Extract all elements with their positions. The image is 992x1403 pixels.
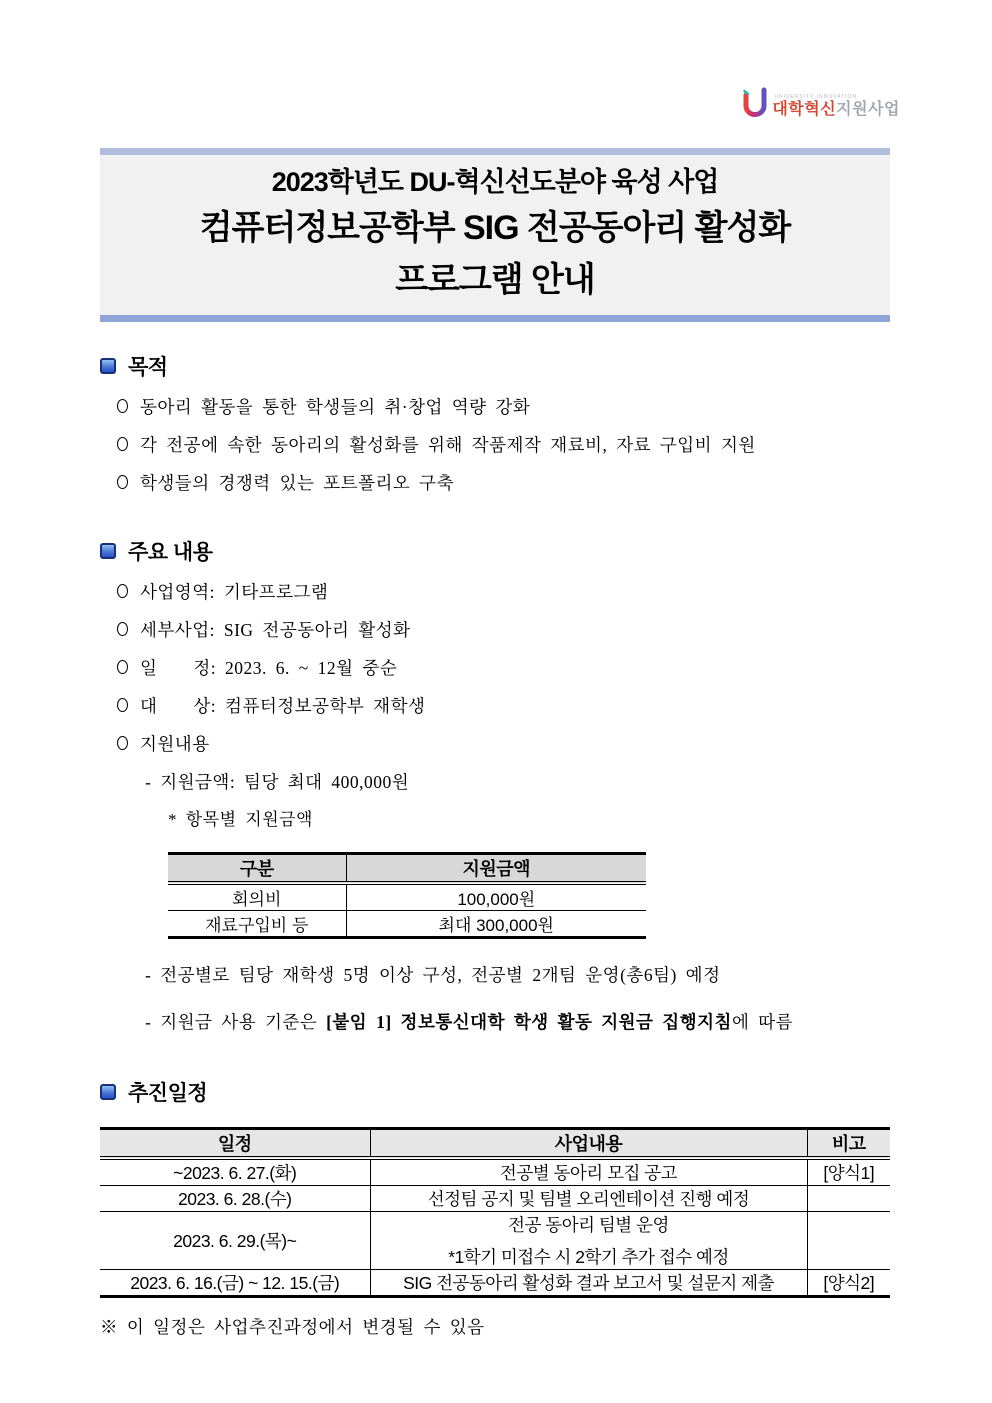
title-line-department: 컴퓨터정보공학부 SIG 전공동아리 활성화: [199, 209, 791, 247]
section-main-label: 주요 내용: [128, 541, 213, 564]
list-item: [117, 397, 890, 417]
cell-amount: 100,000원: [346, 883, 646, 911]
fund-rule-attachment-ref: [붙임 1] 정보통신대학 학생 활동 지원금 집행지침: [326, 1012, 732, 1032]
section-purpose-title: [100, 351, 890, 381]
table-row: [100, 1212, 890, 1270]
cell-note: [807, 1212, 890, 1270]
table-row: [168, 911, 646, 938]
table-row: [168, 883, 646, 911]
table-row: [100, 1158, 890, 1186]
list-item: [117, 435, 890, 455]
schedule-table: [100, 1127, 890, 1298]
cell-content: [370, 1212, 807, 1270]
cell-amount: 최대 300,000원: [438, 916, 554, 935]
cell-note: [807, 1186, 890, 1212]
table-row: [100, 1270, 890, 1297]
purpose-item-2: 각 전공에 속한 동아리의 활성화를 위해 작품제작 재료비, 자료 구입비 지원: [140, 435, 756, 455]
circle-bullet-icon: [117, 475, 128, 489]
col-content-header: 사업내용: [370, 1129, 807, 1159]
fund-rule-suffix: 에 따름: [731, 1012, 794, 1032]
list-item: [117, 582, 890, 602]
fund-rule-line: [145, 1012, 890, 1033]
support-amount-table: [168, 852, 646, 939]
university-innovation-logo: [741, 86, 900, 118]
section-purpose-label: 목적: [128, 356, 168, 379]
list-item: [117, 658, 890, 678]
list-item: [117, 473, 890, 493]
blue-square-icon: [100, 543, 116, 559]
cell-content-line1: 전공 동아리 팀별 운영: [508, 1215, 669, 1235]
main-item-period: 일 정: 2023. 6. ~ 12월 중순: [140, 658, 398, 678]
main-item-area: 사업영역: 기타프로그램: [140, 582, 329, 602]
col-note-header: 비고: [807, 1129, 890, 1159]
circle-bullet-icon: [117, 698, 128, 712]
cell-date: 2023. 6. 16.(금) ~ 12. 15.(금): [100, 1270, 370, 1297]
purpose-item-3: 학생들의 경쟁력 있는 포트폴리오 구축: [140, 473, 454, 493]
team-rule-line: - 전공별로 팀당 재학생 5명 이상 구성, 전공별 2개팀 운영(총6팀) 예정: [145, 965, 721, 985]
main-item-support: 지원내용: [140, 734, 210, 754]
logo-u-icon: [741, 86, 769, 118]
col-date-header: 일정: [100, 1129, 370, 1159]
support-note-line: * 항목별 지원금액: [168, 810, 313, 829]
logo-subtext: UNIVERSITY INNOVATION: [774, 94, 858, 100]
cell-date: 2023. 6. 29.(목)~: [100, 1212, 370, 1270]
circle-bullet-icon: [117, 622, 128, 636]
table-row: [100, 1186, 890, 1212]
list-item: [117, 620, 890, 640]
cell-note: [양식1]: [807, 1158, 890, 1186]
schedule-footnote: ※ 이 일정은 사업추진과정에서 변경될 수 있음: [100, 1317, 485, 1337]
document-content: [100, 351, 890, 1339]
title-banner: [100, 148, 890, 322]
cell-content: 선정팀 공지 및 팀별 오리엔테이션 진행 예정: [370, 1186, 807, 1212]
cell-content: SIG 전공동아리 활성화 결과 보고서 및 설문지 제출: [370, 1270, 807, 1297]
cell-content: 전공별 동아리 모집 공고: [370, 1158, 807, 1186]
fund-rule-prefix: - 지원금 사용 기준은: [145, 1012, 327, 1032]
circle-bullet-icon: [117, 584, 128, 598]
title-line-guide: 프로그램 안내: [395, 261, 595, 299]
main-item-subproject: 세부사업: SIG 전공동아리 활성화: [140, 620, 411, 640]
list-item: [117, 696, 890, 716]
section-schedule-title: [100, 1077, 890, 1107]
circle-bullet-icon: [117, 399, 128, 413]
main-item-target: 대 상: 컴퓨터정보공학부 재학생: [140, 696, 426, 716]
cell-date: 2023. 6. 28.(수): [100, 1186, 370, 1212]
table-header-row: [168, 854, 646, 884]
list-item: [117, 734, 890, 754]
cell-content-line2: *1학기 미접수 시 2학기 추가 접수 예정: [448, 1247, 729, 1267]
main-list: [100, 582, 890, 754]
col-amount-header: 지원금액: [346, 854, 646, 884]
logo-title-gray: 지원사업: [836, 101, 900, 118]
blue-square-icon: [100, 358, 116, 374]
cell-note: [양식2]: [823, 1273, 875, 1293]
circle-bullet-icon: [117, 437, 128, 451]
section-main-title: [100, 536, 890, 566]
support-amount-line: - 지원금액: 팀당 최대 400,000원: [145, 772, 410, 792]
logo-title: [772, 102, 900, 118]
section-schedule-label: 추진일정: [128, 1082, 208, 1105]
table-header-row: [100, 1129, 890, 1159]
purpose-list: [100, 397, 890, 493]
circle-bullet-icon: [117, 660, 128, 674]
cell-date: ~2023. 6. 27.(화): [100, 1158, 370, 1186]
circle-bullet-icon: [117, 736, 128, 750]
blue-square-icon: [100, 1084, 116, 1100]
logo-title-red: 대학혁신: [772, 101, 837, 118]
title-line-program: 2023학년도 DU-혁신선도분야 육성 사업: [271, 167, 719, 197]
cell-category: 재료구입비 등: [168, 911, 346, 938]
col-category-header: 구분: [168, 854, 346, 884]
cell-category: 회의비: [168, 883, 346, 911]
purpose-item-1: 동아리 활동을 통한 학생들의 취·창업 역량 강화: [140, 397, 531, 417]
